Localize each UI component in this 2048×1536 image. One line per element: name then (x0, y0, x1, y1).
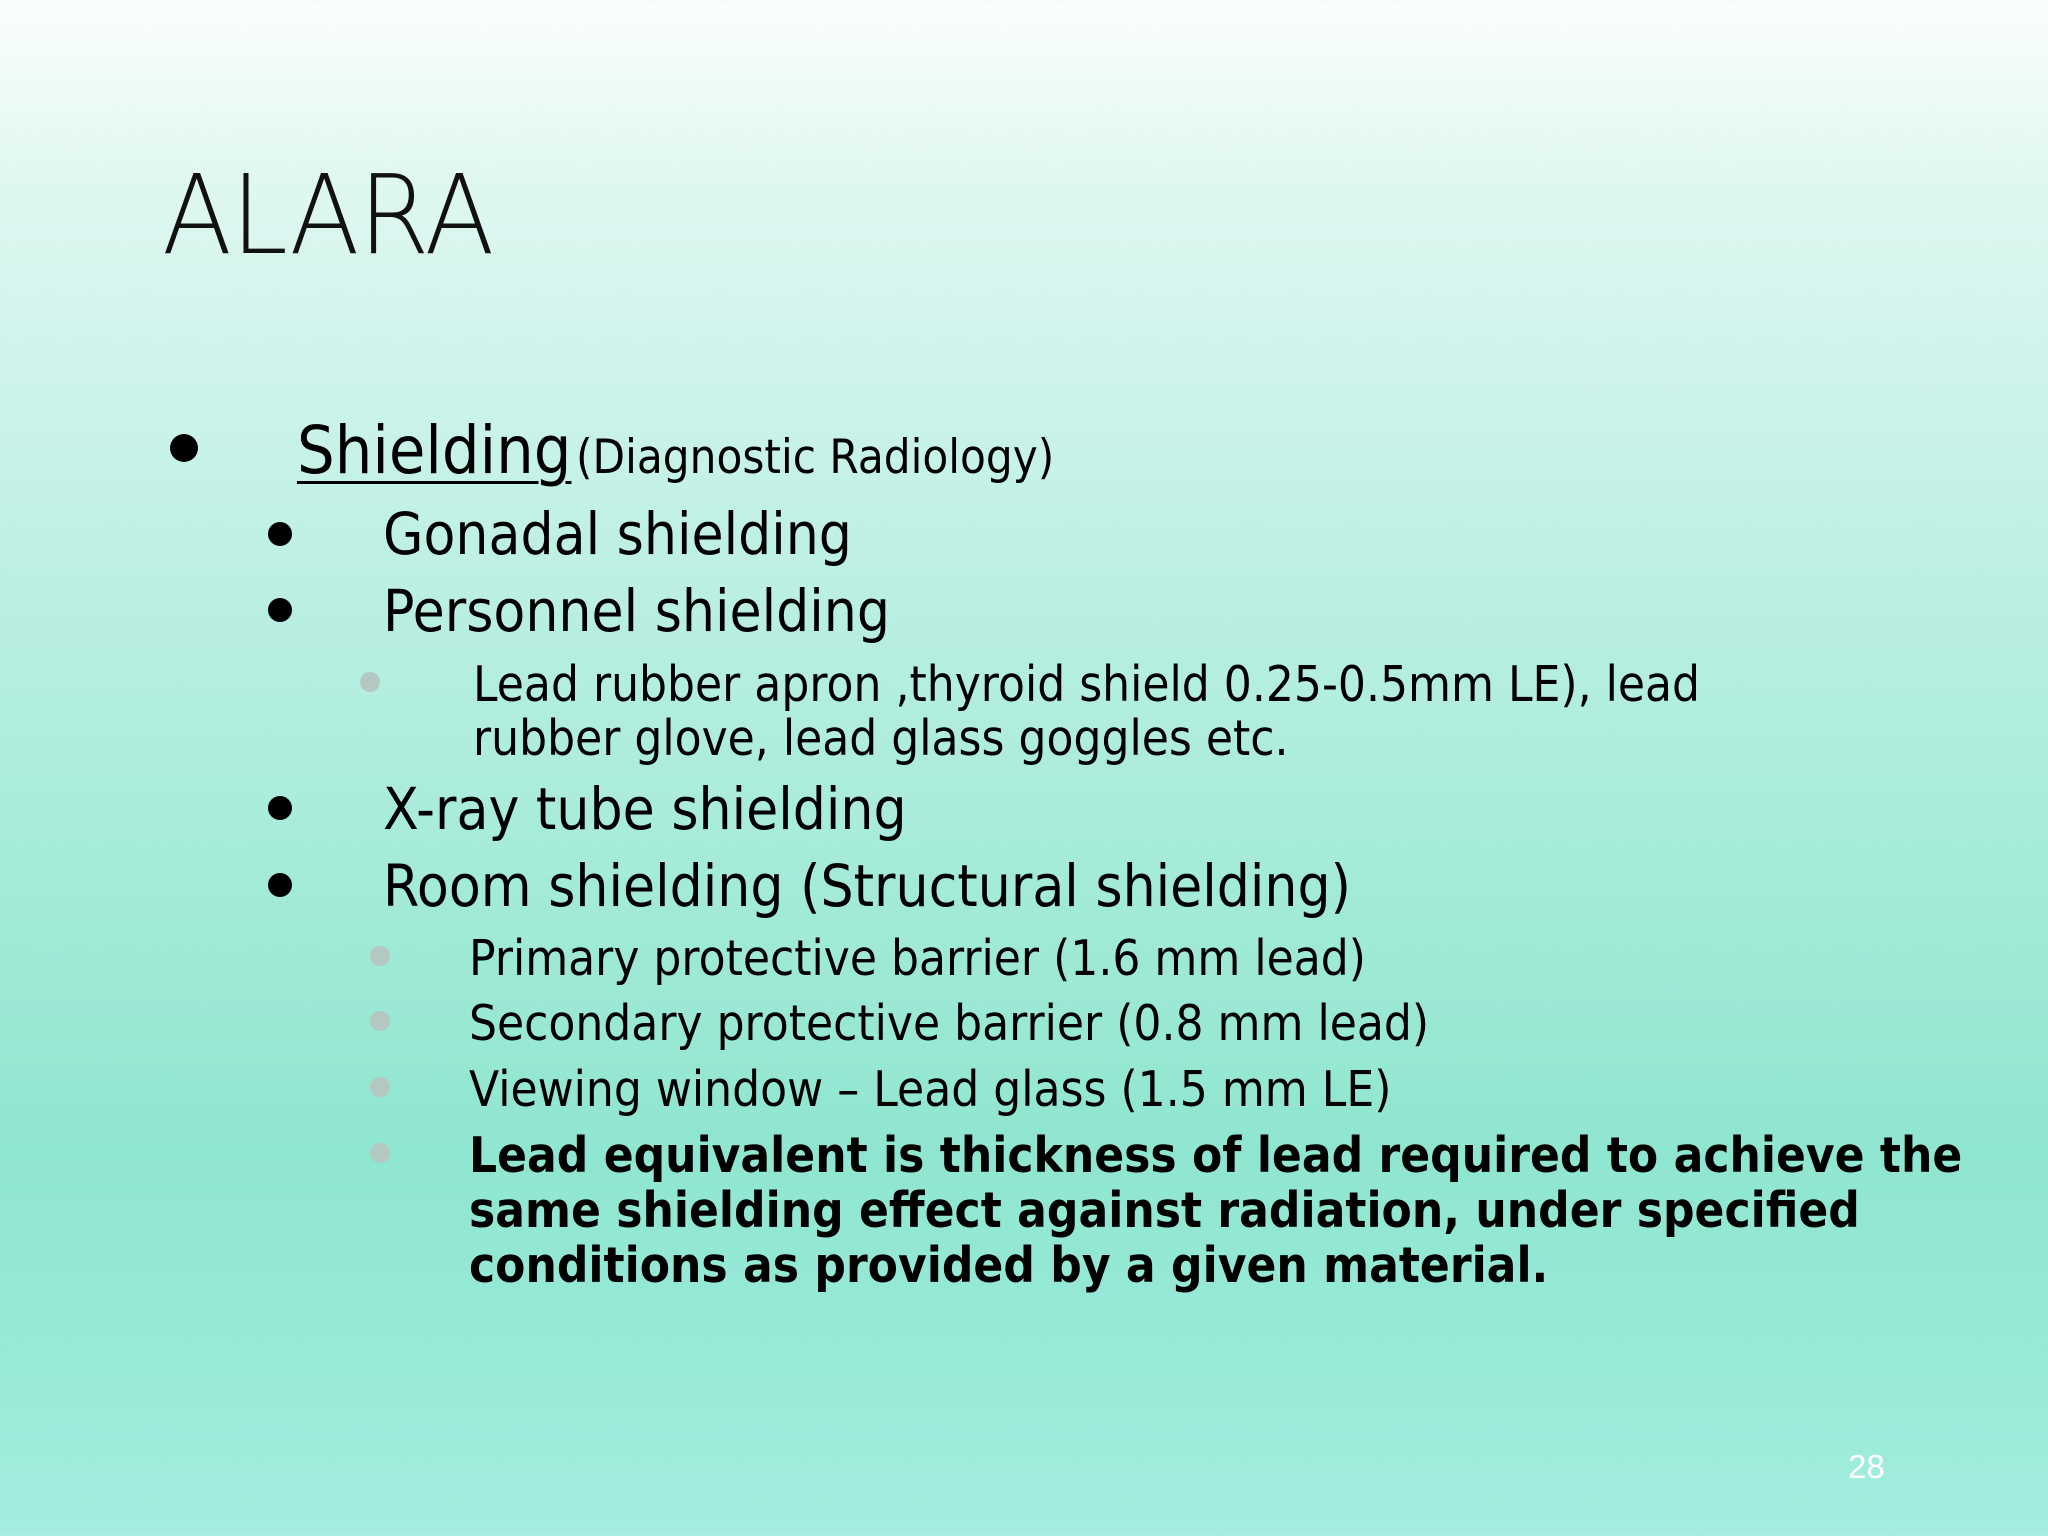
room-sub4-line1-text: Lead equivalent is thickness of lead required to achieve the (469, 1127, 1963, 1184)
bullet-icon (268, 598, 292, 622)
bullet-gonadal (383, 500, 904, 568)
page-number: 28 (1848, 1448, 1885, 1485)
personnel-text: Personnel shielding (383, 577, 890, 645)
personnel-sub-line2-text: rubber glove, lead glass goggles etc. (473, 710, 1289, 767)
bullet-icon (370, 1143, 390, 1163)
room-sub4-line1 (469, 1127, 2048, 1184)
room-sub4-line3-text: conditions as provided by a given material. (469, 1237, 1549, 1294)
bullet-personnel (383, 577, 946, 645)
bullet-icon (170, 434, 198, 462)
slide-title: ALARA (162, 151, 494, 279)
room-sub3 (469, 1061, 1494, 1118)
personnel-sub-line2 (473, 710, 1379, 767)
room-sub3-text: Viewing window – Lead glass (1.5 mm LE) (469, 1061, 1392, 1118)
gonadal-text: Gonadal shielding (383, 500, 852, 568)
bullet-xray-tube (383, 775, 965, 843)
room-sub4-line3 (469, 1237, 1668, 1294)
bullet-shielding (297, 412, 1138, 489)
bullet-icon (268, 522, 292, 546)
bullet-icon (360, 672, 380, 692)
bullet-icon (370, 1077, 390, 1097)
room-sub4-line2-text: same shielding effect against radiation, under specified (469, 1182, 1860, 1239)
personnel-sub-line1-text: Lead rubber apron ,thyroid shield 0.25-0.5mm LE), lead (473, 656, 1701, 713)
shielding-suffix: (Diagnostic Radiology) (576, 430, 1055, 485)
bullet-room (383, 852, 1459, 920)
bullet-icon (268, 796, 292, 820)
bullet-icon (370, 946, 390, 966)
room-sub2-text: Secondary protective barrier (0.8 mm lead) (469, 995, 1430, 1052)
room-sub1-text: Primary protective barrier (1.6 mm lead) (469, 930, 1366, 987)
room-text: Room shielding (Structural shielding) (383, 852, 1352, 920)
room-sub2 (469, 995, 1536, 1052)
room-sub4-line2 (469, 1182, 2014, 1239)
bullet-icon (370, 1011, 390, 1031)
bullet-icon (268, 873, 292, 897)
xray-tube-text: X-ray tube shielding (383, 775, 907, 843)
shielding-label: Shielding (297, 412, 572, 489)
room-sub1 (469, 930, 1466, 987)
personnel-sub-line1 (473, 656, 1836, 713)
